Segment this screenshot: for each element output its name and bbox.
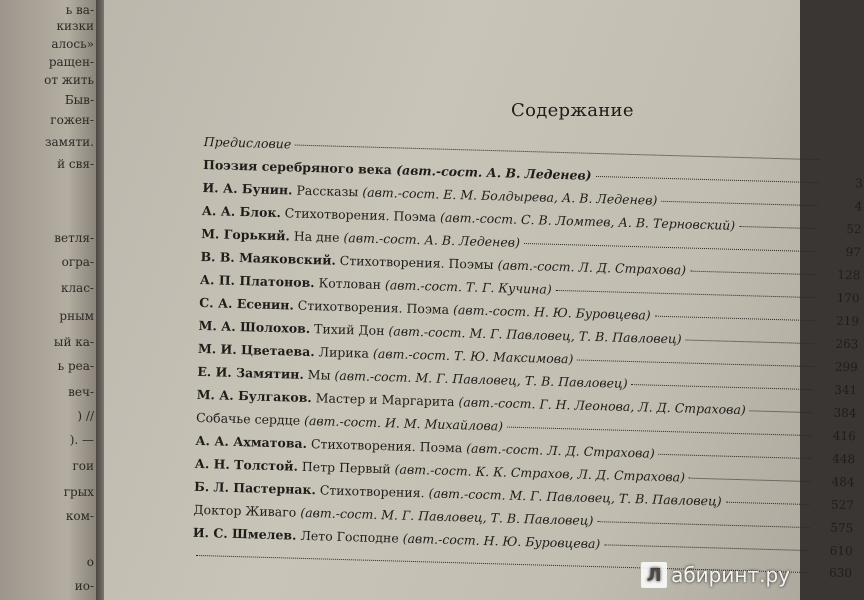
toc-title: Стихотворения. bbox=[319, 482, 425, 501]
toc-leader-dots bbox=[577, 360, 813, 368]
left-page-line: о bbox=[86, 555, 94, 569]
toc-author: А. А. Блок. bbox=[201, 202, 282, 221]
toc-compilers: (авт.-сост. А. В. Леденев) bbox=[343, 229, 521, 250]
toc-leader-dots bbox=[597, 521, 809, 528]
toc-title: Рассказы bbox=[296, 182, 359, 200]
toc-title: Стихотворения. Поэмы bbox=[339, 252, 494, 273]
toc-author: М. А. Шолохов. bbox=[198, 317, 311, 337]
toc-title: Петр Первый bbox=[301, 458, 391, 477]
toc-author: И. А. Бунин. bbox=[202, 179, 293, 198]
toc-compilers: (авт.-сост. Н. Ю. Буровцева) bbox=[402, 530, 601, 552]
toc-leader-dots bbox=[524, 243, 817, 252]
toc-leader-dots bbox=[686, 340, 815, 345]
toc-page-number: 219 bbox=[835, 313, 860, 329]
toc-title: Мастер и Маргарита bbox=[315, 390, 455, 410]
toc-page-number: 448 bbox=[832, 451, 856, 467]
toc-page-number: 416 bbox=[832, 428, 857, 444]
toc-title: Тихий Дон bbox=[313, 321, 385, 339]
toc-author: Б. Л. Пастернак. bbox=[193, 478, 317, 498]
page-title: Содержание bbox=[511, 100, 634, 121]
toc-compilers: (авт.-сост. Л. Д. Страхова) bbox=[466, 440, 655, 461]
toc-leader-dots bbox=[739, 226, 817, 229]
left-page-line: й свя- bbox=[57, 157, 94, 171]
toc-page-number: 341 bbox=[834, 382, 858, 398]
toc-leader-dots bbox=[659, 454, 811, 459]
left-page-line: Быв- bbox=[64, 93, 94, 107]
toc-title: Мы bbox=[307, 366, 331, 383]
toc-title: Котлован bbox=[318, 275, 382, 292]
toc-page-number: 630 bbox=[828, 565, 853, 581]
toc-compilers: (авт.-сост. Н. Ю. Буровцева) bbox=[452, 302, 651, 323]
toc-compilers: (авт.-сост. М. Г. Павловец, Т. В. Павловец) bbox=[300, 504, 594, 529]
toc-title: Лето Господне bbox=[300, 527, 399, 546]
toc-page-number: 170 bbox=[836, 290, 860, 306]
toc-title: Стихотворения. Поэма bbox=[310, 436, 463, 456]
left-page-line: рным bbox=[59, 309, 94, 323]
toc-page-number: 610 bbox=[829, 543, 853, 559]
toc-compilers: (авт.-сост. М. Г. Павловец, Т. В. Павловец) bbox=[334, 367, 628, 391]
toc-title: Стихотворения. Поэма bbox=[284, 205, 437, 225]
toc-compilers: (авт.-сост. Г. Н. Леонова, Л. Д. Страхова) bbox=[458, 394, 746, 418]
toc-page-number: 4 bbox=[854, 199, 863, 214]
toc-compilers: (авт.-сост. А. В. Леденев) bbox=[395, 162, 592, 183]
watermark bbox=[641, 562, 790, 588]
left-page-line: от жить bbox=[44, 73, 94, 87]
toc-leader-dots bbox=[689, 478, 811, 482]
toc-author: С. А. Есенин. bbox=[199, 294, 295, 313]
left-page-line: ). — bbox=[69, 433, 94, 447]
toc-leader-dots bbox=[690, 271, 816, 276]
toc-compilers: (авт.-сост. И. М. Михайлова) bbox=[303, 412, 504, 434]
toc-page-number: 263 bbox=[835, 336, 859, 352]
toc-author: М. А. Булгаков. bbox=[196, 386, 312, 406]
toc-leader-dots bbox=[655, 316, 815, 321]
toc-leader-dots bbox=[556, 290, 816, 298]
toc-author: А. П. Платонов. bbox=[199, 271, 315, 291]
toc-leader-dots bbox=[750, 410, 813, 413]
left-page-line: грых bbox=[63, 485, 94, 499]
toc-leader-dots bbox=[295, 145, 819, 161]
toc-page-number: 484 bbox=[831, 474, 855, 490]
left-page-line: кизки bbox=[56, 19, 94, 33]
toc-title: Собачье сердце bbox=[195, 409, 301, 428]
left-page-line: огра- bbox=[61, 255, 94, 269]
toc-author: Е. И. Замятин. bbox=[197, 363, 305, 382]
left-page-line: гожен- bbox=[50, 113, 94, 127]
toc-author: М. Горький. bbox=[201, 225, 291, 244]
toc-title: Предисловие bbox=[203, 134, 292, 152]
left-page-line: ) // bbox=[77, 409, 94, 423]
toc-author: И. С. Шмелев. bbox=[192, 524, 297, 543]
left-page-line: ио- bbox=[74, 579, 94, 593]
toc-page-number: 299 bbox=[834, 359, 858, 375]
toc-compilers: (авт.-сост. М. Г. Павловец, Т. В. Павловец) bbox=[428, 485, 722, 509]
toc-title: Лирика bbox=[318, 344, 370, 361]
toc-leader-dots bbox=[507, 427, 812, 437]
toc-title: Стихотворения. Поэма bbox=[297, 297, 450, 317]
toc-leader-dots bbox=[596, 176, 819, 183]
toc-page-number bbox=[823, 163, 863, 164]
toc-page-number: 97 bbox=[845, 244, 862, 260]
toc-page-number: 384 bbox=[833, 405, 857, 421]
toc-leader-dots bbox=[726, 502, 810, 505]
toc-leader-dots bbox=[604, 544, 808, 551]
toc-title: Поэзия серебряного века bbox=[202, 156, 393, 178]
right-page bbox=[104, 0, 864, 600]
toc-author: М. И. Цветаева. bbox=[197, 340, 315, 360]
left-page-line: замяти. bbox=[44, 135, 94, 149]
toc-compilers: (авт.-сост. Л. Д. Страхова) bbox=[497, 257, 687, 278]
toc-leader-dots bbox=[661, 201, 818, 206]
left-page-line: клас- bbox=[60, 281, 94, 295]
toc-entry-text bbox=[204, 134, 292, 151]
toc-title: На дне bbox=[293, 228, 340, 245]
left-page-line: ветля- bbox=[54, 231, 94, 245]
toc-compilers: (авт.-сост. Т. Г. Кучина) bbox=[384, 277, 552, 297]
toc-author: А. Н. Толстой. bbox=[194, 455, 299, 474]
toc-compilers: (авт.-сост. С. В. Ломтев, А. В. Терновский) bbox=[439, 209, 736, 233]
left-page-line: гои bbox=[72, 459, 94, 473]
toc-compilers: (авт.-сост. М. Г. Павловец, Т. В. Павловец) bbox=[388, 323, 682, 347]
left-page-line: ый ка- bbox=[53, 335, 94, 349]
left-page-line: алось» bbox=[51, 37, 94, 51]
left-page-line: ь реа- bbox=[57, 359, 94, 373]
left-page-line: веч- bbox=[68, 385, 94, 399]
toc-author: А. А. Ахматова. bbox=[195, 432, 308, 451]
toc-compilers: (авт.-сост. К. К. Страхов, Л. Д. Страхова) bbox=[394, 461, 686, 485]
toc-page-number: 575 bbox=[830, 520, 854, 536]
table-of-contents bbox=[192, 134, 864, 589]
labirint-logo-icon: Л bbox=[641, 562, 667, 588]
toc-page-number: 128 bbox=[837, 267, 861, 283]
toc-page-number: 527 bbox=[830, 497, 855, 513]
toc-leader-dots bbox=[632, 384, 814, 390]
left-page-line: ращен- bbox=[48, 55, 94, 69]
toc-compilers: (авт.-сост. Т. Ю. Максимова) bbox=[372, 345, 574, 367]
toc-compilers: (авт.-сост. Е. М. Болдырева, А. В. Леденев) bbox=[362, 184, 658, 208]
watermark-text: абиринт.ру bbox=[671, 563, 790, 587]
toc-title: Доктор Живаго bbox=[193, 501, 297, 520]
left-page-line: ь ва- bbox=[65, 3, 94, 17]
toc-page-number: 52 bbox=[846, 221, 862, 237]
toc-page-number: 3 bbox=[855, 176, 864, 191]
toc-author: В. В. Маяковский. bbox=[200, 248, 337, 268]
left-page-line: ком- bbox=[65, 509, 94, 523]
left-page bbox=[0, 0, 96, 600]
